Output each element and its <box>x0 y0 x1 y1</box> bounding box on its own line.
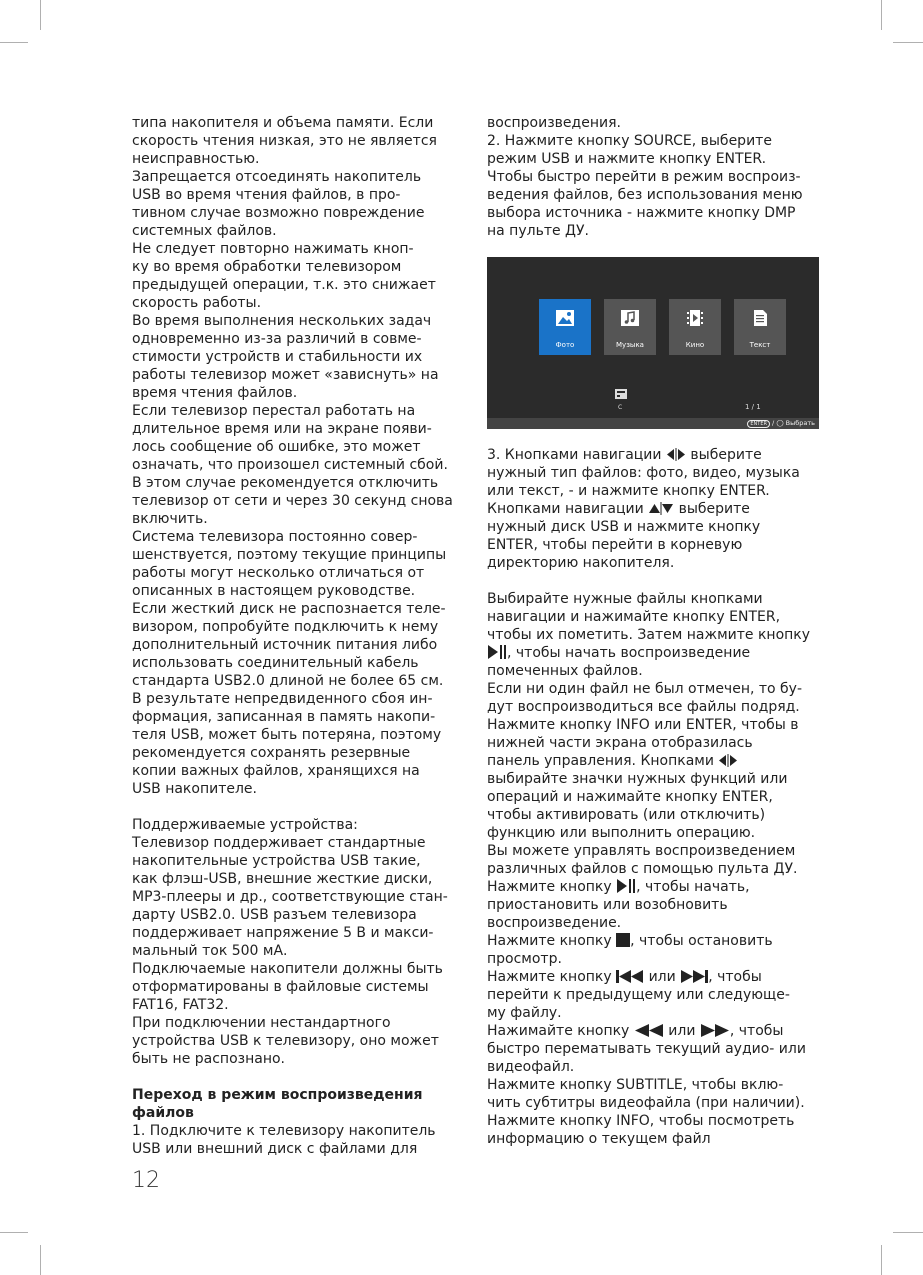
text-span: , чтобы быстро перематывать текущий аудио- или видеофайл. <box>487 1023 806 1075</box>
tile-photo <box>539 299 591 355</box>
text-span: Выбирайте нужные файлы кнопками навигации и нажимайте кнопку ENTER, чтобы их пометить. Затем нажмите кнопку <box>487 591 811 643</box>
paragraph: Если телевизор перестал работать на длительное время или на экране появи- лось сообщение об ошибке, это может означать, что произошел системный сбой. В этом случае рекомендуется отключить телевизор от сети и через 30 секунд снова включить. <box>132 403 453 527</box>
paragraph: типа накопителя и объема памяти. Если скорость чтения низкая, это не является неисправностью. <box>132 115 437 167</box>
paragraph: Во время выполнения нескольких задач одновременно из-за различий в совме- стимости устройств и стабильности их работы телевизор может «зависнуть» на время чтения файлов. <box>132 313 439 401</box>
text-span: , чтобы начать, приостановить или возобновить воспроизведение. <box>487 879 750 931</box>
tile-label: Фото <box>555 341 575 349</box>
paragraph <box>487 1022 822 1076</box>
paragraph: Запрещается отсоединять накопитель USB во время чтения файлов, в про- тивном случае возможно повреждение системных файлов. <box>132 169 425 239</box>
right-column <box>487 114 822 1148</box>
paragraph <box>487 968 822 1022</box>
paragraph: Система телевизора постоянно совер- шенствуется, поэтому текущие принципы работы могут несколько отличаться от описанных в настоящем руководстве. <box>132 529 447 599</box>
hint-text: Выбрать <box>785 419 815 427</box>
tile-label: Музыка <box>616 341 644 349</box>
photo-icon <box>555 309 575 327</box>
text-span: Нажмите кнопку INFO или ENTER, чтобы в нижней части экрана отобразилась панель управления. Кнопками <box>487 717 799 769</box>
paragraph <box>487 878 822 932</box>
select-hint: ENTER / ◯ Выбрать <box>747 419 815 428</box>
crop-mark <box>40 0 41 30</box>
paragraph: Вы можете управлять воспроизведением различных файлов с помощью пульта ДУ. <box>487 843 798 877</box>
left-right-nav-icon <box>666 448 686 461</box>
paragraph: воспроизведения. 2. Нажмите кнопку SOURCE, выберите режим USB и нажмите кнопку ENTER. Чтобы быстро перейти в режим воспроиз- ведения файлов, без использования меню выбора источника - нажмите кнопку DMP на пульте ДУ. <box>487 115 803 239</box>
crop-mark <box>881 0 882 30</box>
paragraph: Поддерживаемые устройства: Телевизор поддерживает стандартные накопительные устройства USB такие, как флэш-USB, внешние жесткие диски, MP3-плееры и др., соответствующие стан- дарту USB2.0. USB разъем телевизора поддерживает напряжение 5 В и макси- мальный ток 500 мА. <box>132 817 448 959</box>
paragraph <box>487 590 822 680</box>
crop-mark <box>893 42 923 43</box>
paragraph: Если ни один файл не был отмечен, то бу- дут воспроизводиться все файлы подряд. <box>487 681 803 715</box>
crop-mark <box>0 1232 28 1233</box>
previous-track-icon <box>616 970 644 983</box>
crop-mark <box>893 1232 923 1233</box>
section-heading: Переход в режим воспроизведения файлов <box>132 1087 423 1121</box>
usb-disk-icon <box>615 389 627 399</box>
paragraph: Нажмите кнопку INFO, чтобы посмотреть информацию о текущем файл <box>487 1113 795 1147</box>
text-span: или <box>648 969 676 985</box>
tile-music <box>604 299 656 355</box>
tile-label: Кино <box>685 341 705 349</box>
document-icon <box>750 309 770 327</box>
stop-icon <box>616 933 630 947</box>
text-span: Нажимайте кнопку <box>487 1023 630 1039</box>
paragraph <box>487 446 822 572</box>
tv-screen-figure <box>487 257 819 429</box>
text-span: выберите нужный диск USB и нажмите кнопку ENTER, чтобы перейти в корневую директорию накопителя. <box>487 501 761 571</box>
text-span: , чтобы перейти к предыдущему или следующе- му файлу. <box>487 969 790 1021</box>
text-span: , чтобы начать воспроизведение помеченных файлов. <box>487 645 751 679</box>
tile-label: Текст <box>749 341 771 349</box>
text-span: выбирайте значки нужных функций или операций и нажимайте кнопку ENTER, чтобы активировать (или отключить) функцию или выполнить операцию. <box>487 771 788 841</box>
left-right-nav-icon <box>718 754 738 767</box>
paragraph: Подключаемые накопители должны быть отформатированы в файловые системы FAT16, FAT32. <box>132 961 443 1013</box>
text-span: Нажмите кнопку <box>487 969 612 985</box>
page-number: 12 <box>132 1168 160 1193</box>
fast-forward-icon <box>700 1024 730 1037</box>
music-icon <box>620 309 640 327</box>
paragraph: В результате непредвиденного сбоя ин- формация, записанная в память накопи- теля USB, может быть потеряна, поэтому рекомендуется сохранять резервные копии важных файлов, хранящихся на USB накопителе. <box>132 691 442 797</box>
play-pause-icon <box>487 645 507 659</box>
enter-key-badge: ENTER <box>747 420 770 428</box>
paragraph: Не следует повторно нажимать кноп- ку во время обработки телевизором предыдущей операции, т.к. это снижает скорость работы. <box>132 241 436 311</box>
crop-mark <box>40 1245 41 1275</box>
text-span: Нажмите кнопку <box>487 933 612 949</box>
up-down-nav-icon <box>648 502 674 515</box>
text-span: 3. Кнопками навигации <box>487 447 662 463</box>
paragraph <box>487 716 822 842</box>
hint-bar <box>487 418 819 429</box>
text-span: Нажмите кнопку <box>487 879 612 895</box>
film-icon <box>685 309 705 327</box>
text-span: или <box>668 1023 696 1039</box>
text-span: , чтобы остановить просмотр. <box>487 933 773 967</box>
rewind-icon <box>634 1024 664 1037</box>
text-span: выберите нужный тип файлов: фото, видео, музыка или текст, - и нажмите кнопку ENTER. Кнопками навигации <box>487 447 800 517</box>
paragraph: При подключении нестандартного устройства USB к телевизору, оно может быть не распознано. <box>132 1015 439 1067</box>
ok-circle-icon: ◯ <box>776 419 784 427</box>
disk-label: C <box>618 404 623 411</box>
paragraph: Нажмите кнопку SUBTITLE, чтобы вклю- чить субтитры видеофайла (при наличии). <box>487 1077 805 1111</box>
paragraph <box>487 932 822 968</box>
crop-mark <box>0 42 28 43</box>
play-pause-icon <box>616 879 636 893</box>
tile-text <box>734 299 786 355</box>
crop-mark <box>881 1245 882 1275</box>
paragraph: 1. Подключите к телевизору накопитель USB или внешний диск с файлами для <box>132 1123 436 1157</box>
next-track-icon <box>680 970 708 983</box>
paragraph: Если жесткий диск не распознается теле- визором, попробуйте подключить к нему дополнительный источник питания либо использовать соединительный кабель стандарта USB2.0 длиной не более 65 см. <box>132 601 446 689</box>
tile-movie <box>669 299 721 355</box>
page-indicator: 1 / 1 <box>745 403 761 411</box>
left-column <box>132 114 467 1158</box>
